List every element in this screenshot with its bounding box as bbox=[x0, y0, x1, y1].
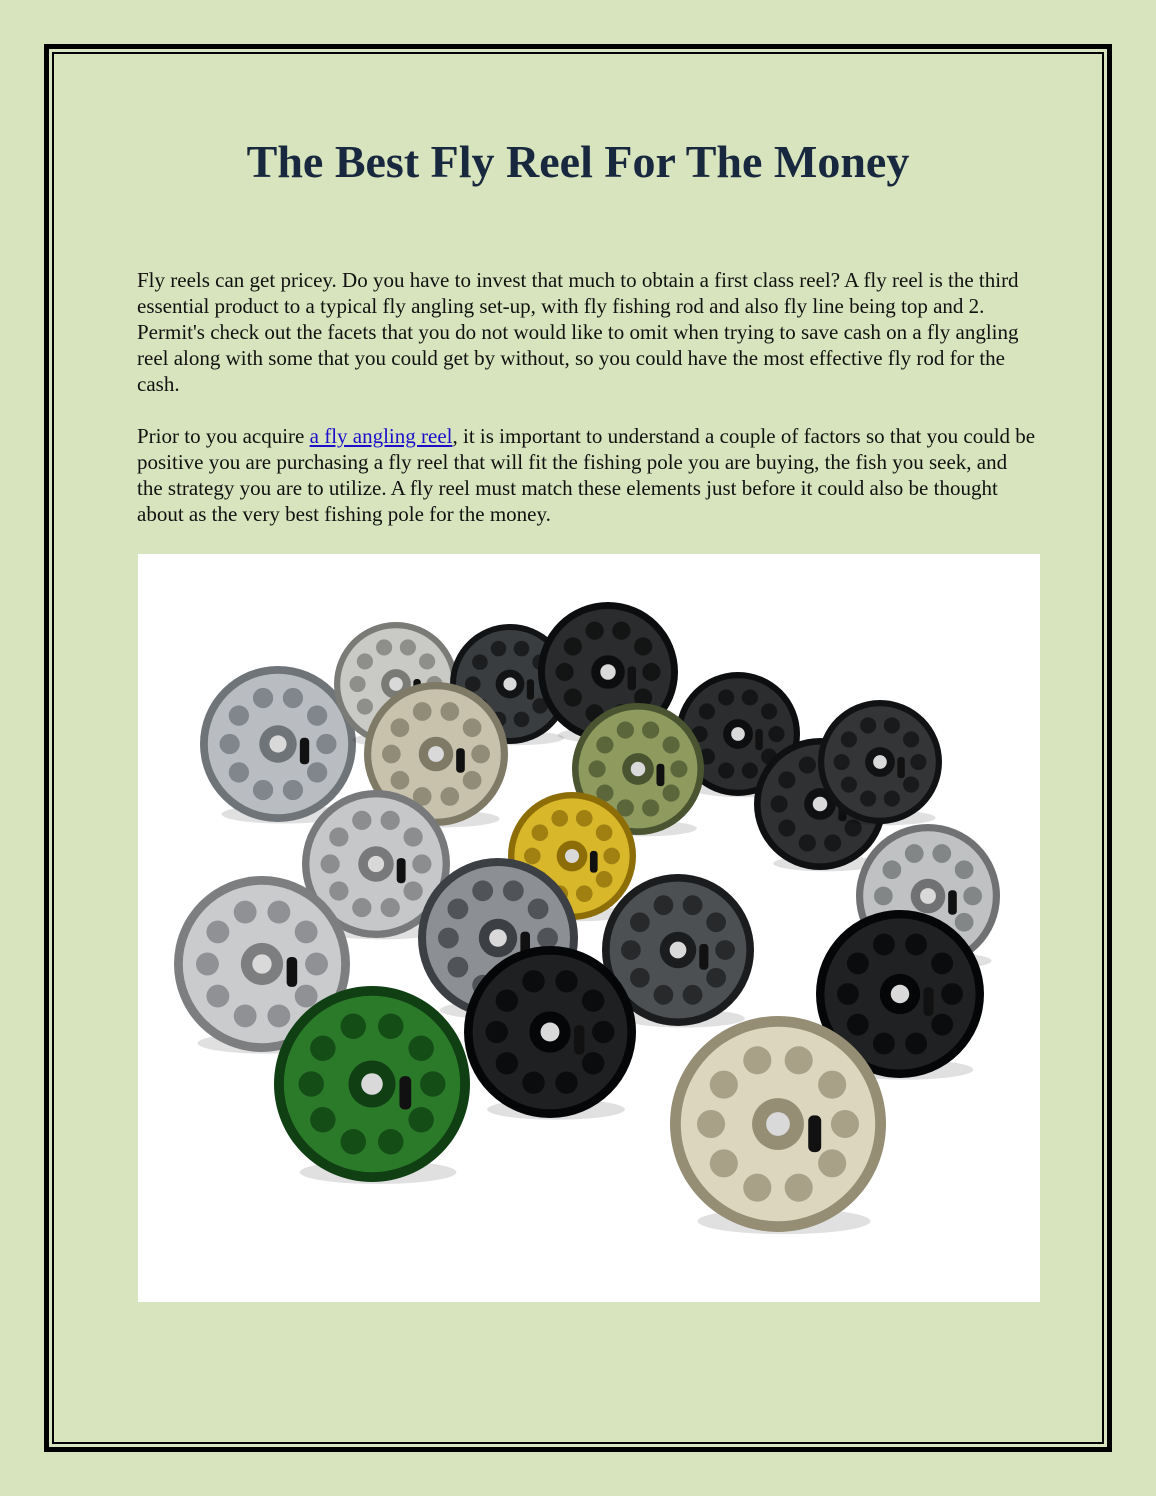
fly-reel bbox=[464, 946, 636, 1120]
paragraph-text-after-link: , it is important to understand a couple of factors so that you could be positive you are purchasing a fly reel that will fit the fishing pole you are buying, the fish you seek, and the strategy you are to utilize. A fly reel must match these elements just before it could also be thought about as the very best fishing pole for the money. bbox=[137, 424, 1036, 526]
paragraph-intro: Fly reels can get pricey. Do you have to invest that much to obtain a first class reel? A fly reel is the third essential product to a typical fly angling set-up, with fly fishing rod and also fly line being top and 2. Permit's check out the facets that you do not would like to omit when trying to save cash on a fly angling reel along with some that you could get by without, so you could have the most effective fly rod for the cash. bbox=[137, 268, 1019, 396]
page-title: The Best Fly Reel For The Money bbox=[246, 136, 910, 187]
fly-reel bbox=[274, 986, 470, 1184]
fly-reels-photo bbox=[138, 554, 1040, 1302]
paragraph-text-before-link: Prior to you acquire bbox=[137, 424, 310, 448]
paragraph-buying-factors bbox=[137, 424, 1037, 528]
fly-angling-reel-link[interactable]: a fly angling reel bbox=[309, 424, 453, 448]
fly-reels-illustration bbox=[138, 554, 1040, 1302]
fly-reel bbox=[200, 666, 356, 824]
fly-reel bbox=[670, 1016, 886, 1234]
